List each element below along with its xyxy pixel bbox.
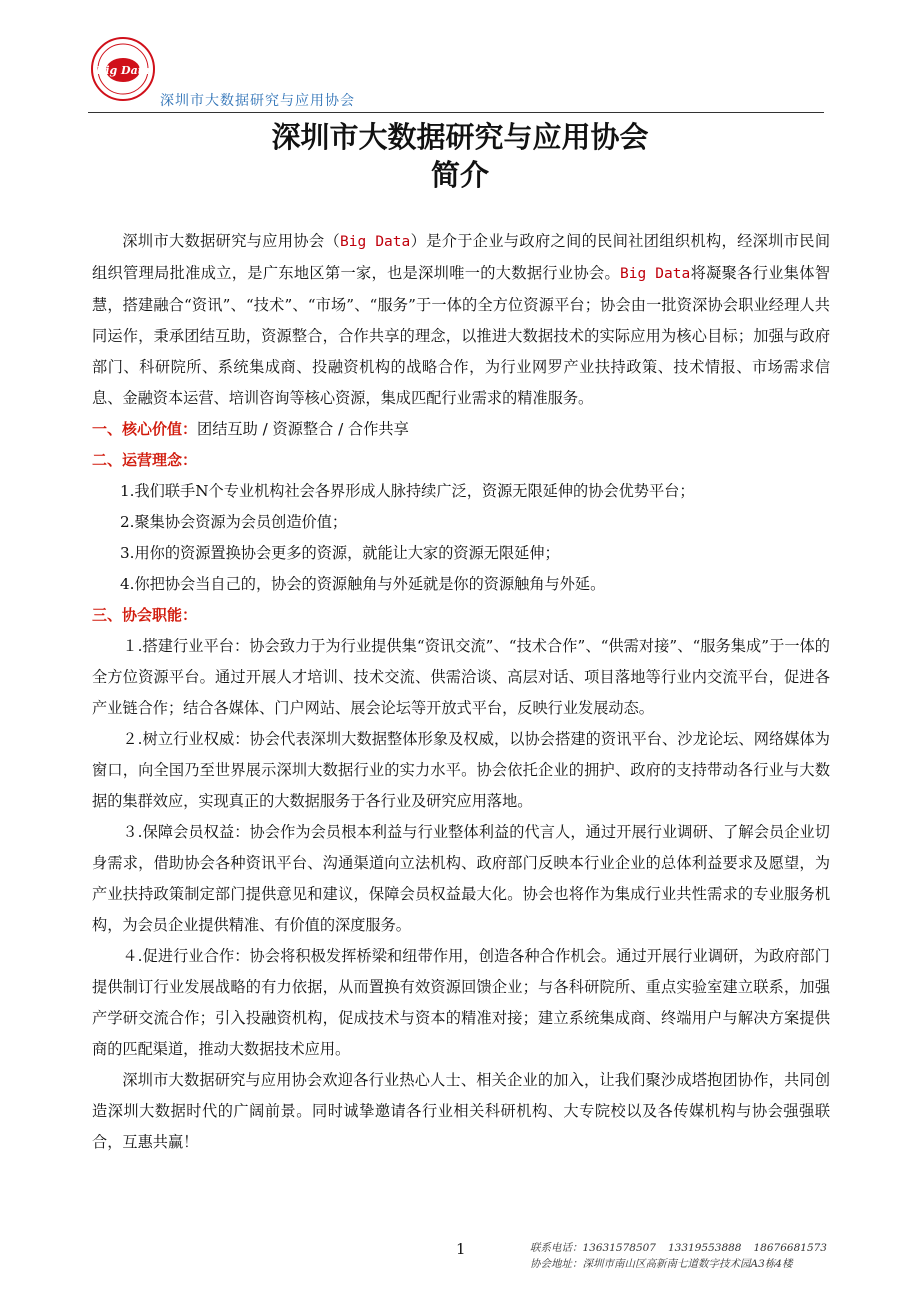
footer-contact <box>530 1240 839 1272</box>
function-paragraph: ２.树立行业权威：协会代表深圳大数据整体形象及权威，以协会搭建的资讯平台、沙龙论坛、网络媒体为窗口，向全国乃至世界展示深圳大数据行业的实力水平。协会依托企业的拥护、政府的支持带动各行业与大数据的集群效应，实现真正的大数据服务于各行业及研究应用落地。 <box>92 730 830 810</box>
function-paragraph: １.搭建行业平台：协会致力于为行业提供集“资讯交流”、“技术合作”、“供需对接”、“服务集成”于一体的全方位资源平台。通过开展人才培训、技术交流、供需洽谈、高层对话、项目落地等行业内交流平台，促进各产业链合作；结合各媒体、门户网站、展会论坛等开放式平台，反映行业发展动态。 <box>92 637 830 717</box>
operating-concept-item: 4.你把协会当自己的，协会的资源触角与外延就是你的资源触角与外延。 <box>120 575 606 593</box>
section-1-value: 团结互助 / 资源整合 / 合作共享 <box>197 420 409 438</box>
intro-text-1: 深圳市大数据研究与应用协会（ <box>122 232 341 250</box>
big-data-logo-icon <box>90 36 156 102</box>
footer-phones <box>530 1240 839 1256</box>
section-core-values <box>92 414 830 445</box>
intro-bigdata-1: Big Data <box>340 234 411 250</box>
operating-concept-item: 2.聚集协会资源为会员创造价值； <box>120 513 348 531</box>
closing-paragraph: 深圳市大数据研究与应用协会欢迎各行业热心人士、相关企业的加入，让我们聚沙成塔抱团协作，共同创造深圳大数据时代的广阔前景。同时诚挚邀请各行业相关科研机构、大专院校以及各传媒机构与协会强强联合，互惠共赢！ <box>92 1071 830 1151</box>
document-body <box>92 226 830 1158</box>
footer-address: 协会地址：深圳市南山区高新南七道数字技术园A3栋4楼 <box>530 1258 793 1270</box>
section-1-heading: 一、核心价值： <box>92 420 198 438</box>
header-org-name: 深圳市大数据研究与应用协会 <box>160 93 355 109</box>
function-paragraph: ４.促进行业合作：协会将积极发挥桥梁和纽带作用，创造各种合作机会。通过开展行业调研，为政府部门提供制订行业发展战略的有力依据，从而置换有效资源回馈企业；与各科研院所、重点实验室建立联系，加强产学研交流合作；引入投融资机构，促成技术与资本的精准对接；建立系统集成商、终端用户与解决方案提供商的匹配渠道，推动大数据技术应用。 <box>92 947 830 1058</box>
intro-text-3: 将凝聚各行业集体智慧，搭建融合“资讯”、“技术”、“市场”、“服务”于一体的全方位资源平台；协会由一批资深协会职业经理人共同运作，秉承团结互助，资源整合，合作共享的理念，以推进大数据技术的实际应用为核心目标；加强与政府部门、科研院所、系统集成商、投融资机构的战略合作，为行业网罗产业扶持政策、技术情报、市场需求信息、金融资本运营、培训咨询等核心资源，集成匹配行业需求的精准服务。 <box>92 264 831 407</box>
title-line-2: 简介 <box>430 158 489 192</box>
intro-paragraph <box>92 226 830 414</box>
page-number: 1 <box>456 1240 466 1258</box>
operating-concept-item: 3.用你的资源置换协会更多的资源，就能让大家的资源无限延伸； <box>120 544 560 562</box>
title-line-1: 深圳市大数据研究与应用协会 <box>271 120 649 154</box>
phone-number: 13631578507 <box>582 1242 656 1254</box>
document-title <box>0 118 920 194</box>
logo-text: Big Data <box>96 64 150 77</box>
phone-number: 18676681573 <box>753 1242 827 1254</box>
phone-label: 联系电话： <box>530 1242 583 1254</box>
section-2-heading: 二、运营理念： <box>92 451 198 469</box>
phone-number: 13319553888 <box>668 1242 742 1254</box>
section-3-heading: 三、协会职能： <box>92 606 198 624</box>
intro-text-2: ）是介于企业与政府之间的民间社团组织机构，经深圳市民间组织管理局批准成立，是广东地区第一家，也是深圳唯一的大数据行业协会。 <box>92 232 831 282</box>
operating-concept-item: 1.我们联手N个专业机构社会各界形成人脉持续广泛，资源无限延伸的协会优势平台； <box>120 482 695 500</box>
page-header <box>0 0 920 120</box>
intro-bigdata-2: Big Data <box>620 266 691 282</box>
header-divider <box>88 112 824 113</box>
function-paragraph: ３.保障会员权益：协会作为会员根本利益与行业整体利益的代言人，通过开展行业调研、了解会员企业切身需求，借助协会各种资讯平台、沟通渠道向立法机构、政府部门反映本行业企业的总体利益要求及愿望，为产业扶持政策制定部门提供意见和建议，保障会员权益最大化。协会也将作为集成行业共性需求的专业服务机构，为会员企业提供精准、有价值的深度服务。 <box>92 823 830 934</box>
